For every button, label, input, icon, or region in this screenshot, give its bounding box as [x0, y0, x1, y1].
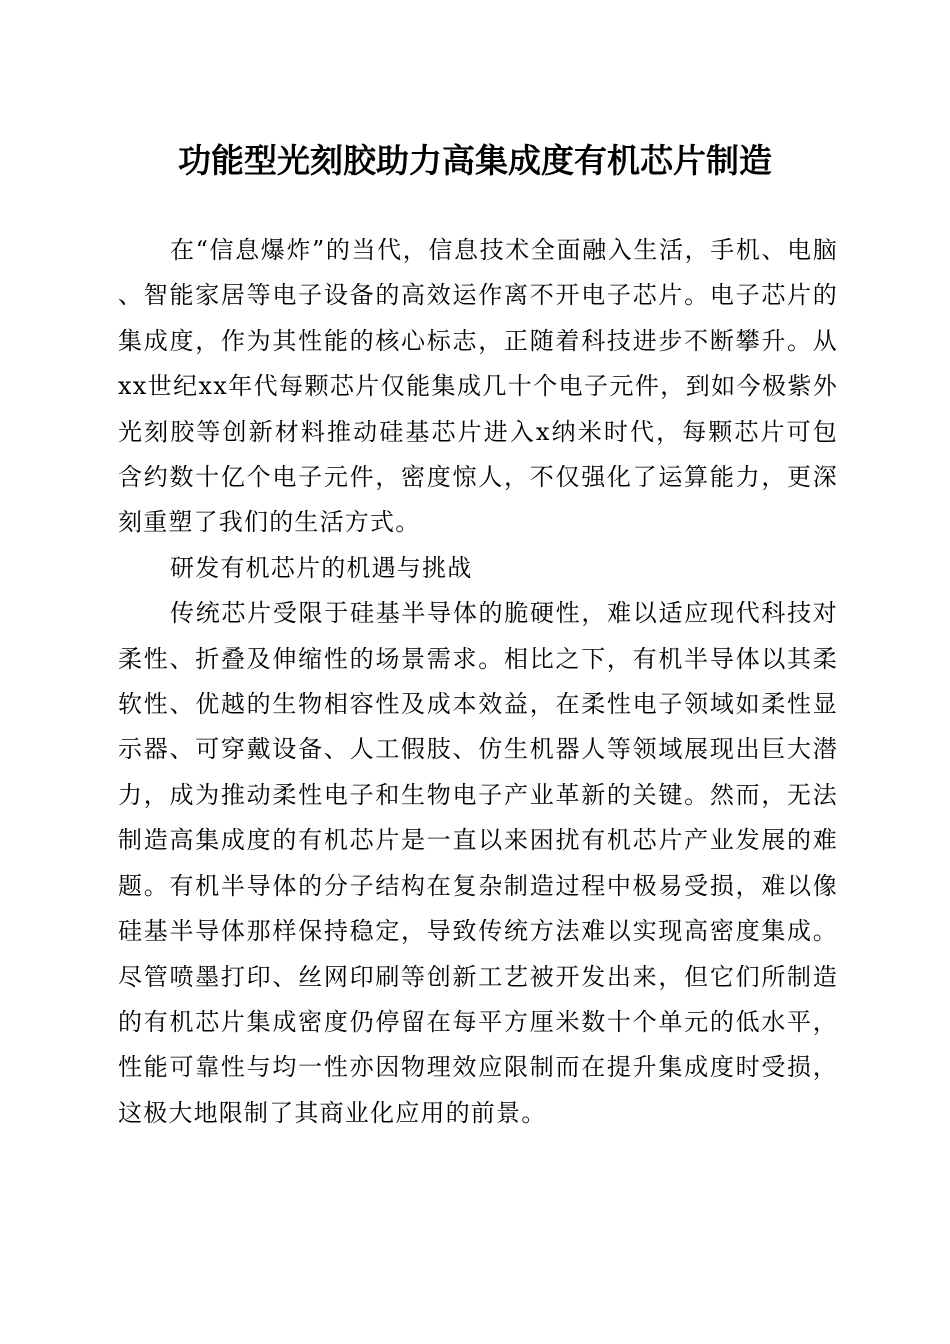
section-heading: 研发有机芯片的机遇与挑战 — [170, 553, 473, 582]
document-body — [118, 228, 838, 1136]
paragraph-challenges: 传统芯片受限于硅基半导体的脆硬性，难以适应现代科技对柔性、折叠及伸缩性的场景需求。相比之下，有机半导体以其柔软性、优越的生物相容性及成本效益，在柔性电子领域如柔性显示器、可穿戴设备、人工假肢、仿生机器人等领域展现出巨大潜力，成为推动柔性电子和生物电子产业革新的关键。然而，无法制造高集成度的有机芯片是一直以来困扰有机芯片产业发展的难题。有机半导体的分子结构在复杂制造过程中极易受损，难以像硅基半导体那样保持稳定，导致传统方法难以实现高密度集成。尽管喷墨打印、丝网印刷等创新工艺被开发出来，但它们所制造的有机芯片集成密度仍停留在每平方厘米数十个单元的低水平，性能可靠性与均一性亦因物理效应限制而在提升集成度时受损，这极大地限制了其商业化应用的前景。 — [118, 599, 838, 1127]
document-title: 功能型光刻胶助力高集成度有机芯片制造 — [178, 141, 772, 180]
paragraph-intro: 在“信息爆炸”的当代，信息技术全面融入生活，手机、电脑、智能家居等电子设备的高效运作离不开电子芯片。电子芯片的集成度，作为其性能的核心标志，正随着科技进步不断攀升。从xx世纪xx年代每颗芯片仅能集成几十个电子元件，到如今极紫外光刻胶等创新材料推动硅基芯片进入x纳米时代，每颗芯片可包含约数十亿个电子元件，密度惊人，不仅强化了运算能力，更深刻重塑了我们的生活方式。 — [118, 236, 838, 537]
